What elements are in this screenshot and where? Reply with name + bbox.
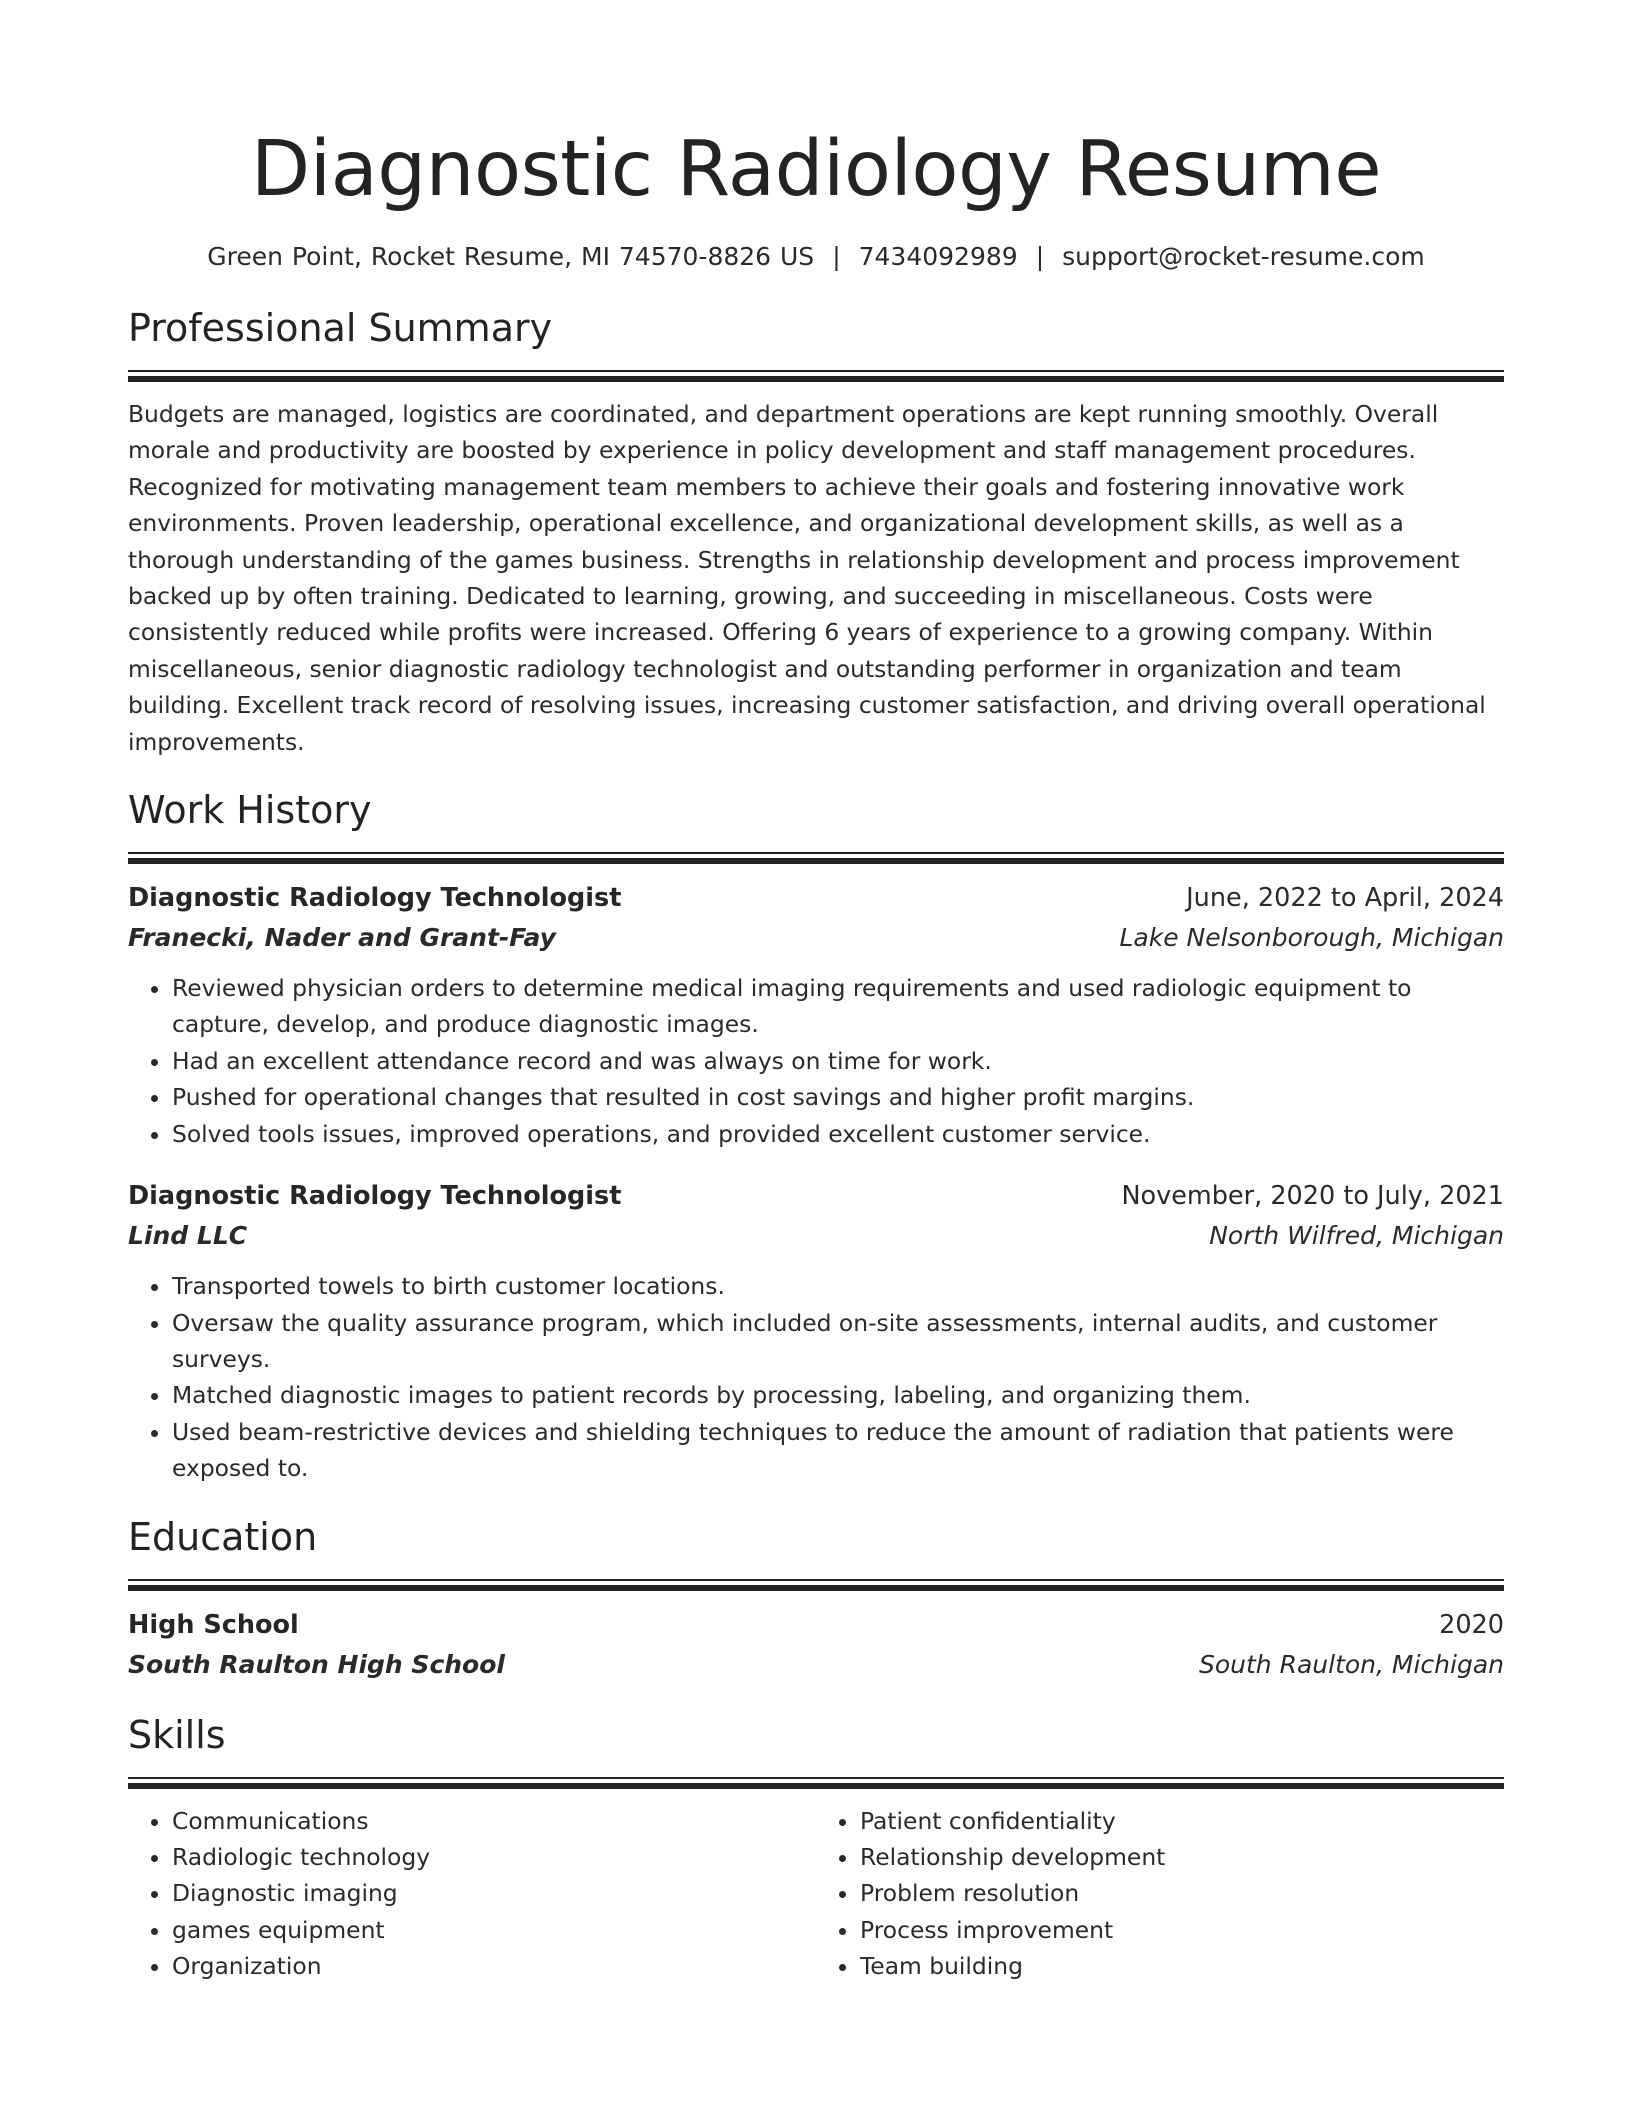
skills-list	[128, 1803, 1504, 1985]
contact-phone: 7434092989	[858, 242, 1018, 271]
job-duty-item: • Oversaw the quality assurance program, which included on-site assessments, internal audits, and customer surveys.	[172, 1305, 1504, 1378]
education-location: South Raulton, Michigan	[1198, 1649, 1504, 1679]
job-title: Diagnostic Radiology Technologist	[128, 1181, 622, 1212]
job-duty-item: • Used beam-restrictive devices and shielding techniques to reduce the amount of radiation that patients were exposed to.	[172, 1414, 1504, 1487]
contact-address: Green Point, Rocket Resume, MI 74570-8826 US	[207, 242, 815, 271]
contact-email: support@rocket-resume.com	[1062, 242, 1425, 271]
education-degree: High School	[128, 1609, 299, 1640]
job-duty-item: • Transported towels to birth customer locations.	[172, 1268, 1504, 1304]
section-divider	[128, 1777, 1504, 1789]
job-duty-item: • Had an excellent attendance record and was always on time for work.	[172, 1043, 1504, 1079]
skill-item: • Patient confidentiality	[860, 1803, 1504, 1839]
job-duties	[128, 1268, 1504, 1486]
skill-item: • Relationship development	[860, 1839, 1504, 1875]
job-company: Franecki, Nader and Grant-Fay	[128, 923, 556, 953]
skill-item: • games equipment	[172, 1912, 816, 1948]
job-duty-item: • Reviewed physician orders to determine medical imaging requirements and used radiologic equipment to capture, develop, and produce diagnostic images.	[172, 970, 1504, 1043]
job-duty-item: • Matched diagnostic images to patient records by processing, labeling, and organizing them.	[172, 1377, 1504, 1413]
skill-item: • Problem resolution	[860, 1875, 1504, 1911]
skills-column-left	[128, 1803, 816, 1985]
job-header	[128, 878, 1504, 918]
section-divider	[128, 1579, 1504, 1591]
contact-line	[128, 240, 1504, 274]
work-history-section	[128, 784, 1504, 1486]
skill-item: • Team building	[860, 1948, 1504, 1984]
skills-column-right	[816, 1803, 1504, 1985]
job-dates: November, 2020 to July, 2021	[1121, 1181, 1504, 1212]
education-subheader	[128, 1645, 1504, 1685]
resume-title: Diagnostic Radiology Resume	[250, 125, 1382, 214]
skill-item: • Radiologic technology	[172, 1839, 816, 1875]
education-heading: Education	[128, 1514, 318, 1559]
contact-separator: |	[832, 242, 841, 271]
summary-heading: Professional Summary	[128, 306, 553, 350]
job-dates: June, 2022 to April, 2024	[1186, 883, 1504, 914]
job-location: Lake Nelsonborough, Michigan	[1119, 923, 1504, 953]
education-year: 2020	[1439, 1609, 1504, 1640]
skill-item: • Diagnostic imaging	[172, 1875, 816, 1911]
summary-section	[128, 302, 1504, 760]
skill-item: • Process improvement	[860, 1912, 1504, 1948]
job-location: North Wilfred, Michigan	[1209, 1221, 1504, 1251]
job-company: Lind LLC	[128, 1221, 248, 1251]
job-duty-item: • Pushed for operational changes that resulted in cost savings and higher profit margins.	[172, 1079, 1504, 1115]
job-subheader	[128, 1216, 1504, 1256]
contact-separator: |	[1035, 242, 1045, 271]
education-school: South Raulton High School	[128, 1649, 505, 1679]
job-duties	[128, 970, 1504, 1152]
skills-heading: Skills	[128, 1712, 226, 1757]
skill-item: • Organization	[172, 1948, 816, 1984]
education-section	[128, 1511, 1504, 1685]
education-entry	[128, 1605, 1504, 1685]
job-entry	[128, 1176, 1504, 1486]
job-subheader	[128, 918, 1504, 958]
skills-section	[128, 1709, 1504, 1985]
work-history-heading: Work History	[128, 788, 372, 833]
section-divider	[128, 852, 1504, 864]
skill-item: • Communications	[172, 1803, 816, 1839]
job-entry	[128, 878, 1504, 1152]
job-title: Diagnostic Radiology Technologist	[128, 883, 622, 914]
education-header	[128, 1605, 1504, 1645]
job-header	[128, 1176, 1504, 1216]
job-duty-item: • Solved tools issues, improved operations, and provided excellent customer service.	[172, 1116, 1504, 1152]
section-divider	[128, 370, 1504, 382]
summary-text: Budgets are managed, logistics are coordinated, and department operations are kept running smoothly. Overall morale and productivity are boosted by experience in policy development and staff management procedures. Recognized for motivating management team members to achieve their goals and fostering innovative work environments. Proven leadership, operational excellence, and organizational development skills, as well as a thorough understanding of the games business. Strengths in relationship development and process improvement backed up by often training. Dedicated to learning, growing, and succeeding in miscellaneous. Costs were consistently reduced while profits were increased. Offering 6 years of experience to a growing company. Within miscellaneous, senior diagnostic radiology technologist and outstanding performer in organization and team building. Excellent track record of resolving issues, increasing customer satisfaction, and driving overall operational improvements.	[128, 400, 1486, 756]
